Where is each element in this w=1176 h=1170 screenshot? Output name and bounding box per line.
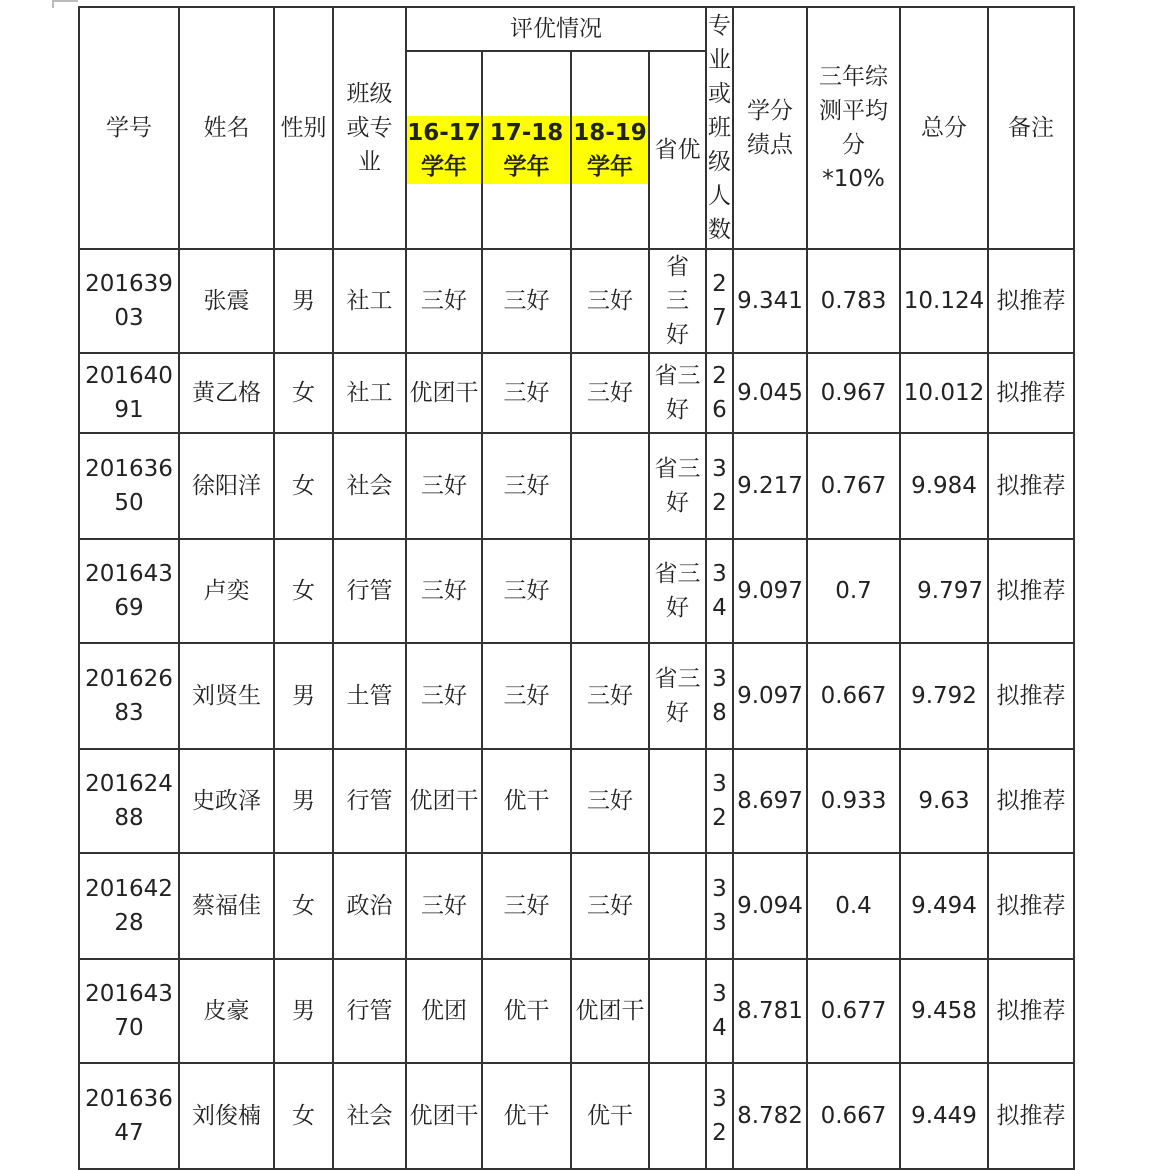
header-student-id: 学号 xyxy=(79,7,179,249)
cell-year1: 优团 xyxy=(406,959,482,1063)
header-award-group: 评优情况 xyxy=(406,7,706,51)
cell-class-size-value: 3 3 xyxy=(712,876,727,936)
cell-total: 10.012 xyxy=(900,353,988,433)
cell-remark: 拟推荐 xyxy=(988,643,1074,749)
header-remark: 备注 xyxy=(988,7,1074,249)
cell-name: 张震 xyxy=(179,249,274,353)
cell-provincial: 省三好 xyxy=(649,643,706,749)
cell-class-size xyxy=(706,643,733,749)
table-row xyxy=(79,353,1074,433)
cell-class-size-value: 2 6 xyxy=(712,363,727,423)
cell-year2: 优干 xyxy=(482,1063,571,1169)
cell-class-size xyxy=(706,433,733,539)
cell-gender: 女 xyxy=(274,353,333,433)
header-class-size-label: 专 业 或 班 级 人 数 xyxy=(708,13,731,243)
cell-class-size-value: 3 2 xyxy=(712,456,727,516)
cell-remark: 拟推荐 xyxy=(988,749,1074,853)
cell-class-size-value: 2 7 xyxy=(712,271,727,331)
cell-class-size xyxy=(706,959,733,1063)
cell-gender: 女 xyxy=(274,1063,333,1169)
cell-student-id: 20163650 xyxy=(79,433,179,539)
cell-year2: 优干 xyxy=(482,749,571,853)
cell-eval-avg: 0.667 xyxy=(807,643,900,749)
cell-class-size xyxy=(706,249,733,353)
cell-year2: 三好 xyxy=(482,539,571,643)
table-row xyxy=(79,249,1074,353)
recommendation-table xyxy=(78,6,1075,1170)
cell-year1: 三好 xyxy=(406,433,482,539)
cell-major: 社会 xyxy=(333,1063,406,1169)
cell-student-id: 20164370 xyxy=(79,959,179,1063)
cell-name: 蔡福佳 xyxy=(179,853,274,959)
cell-class-size-value: 3 2 xyxy=(712,1086,727,1146)
cell-year3: 优团干 xyxy=(571,959,649,1063)
cell-year1: 优团干 xyxy=(406,749,482,853)
header-year2-label: 17-18学年 xyxy=(483,116,570,184)
cell-name: 皮豪 xyxy=(179,959,274,1063)
cell-class-size xyxy=(706,539,733,643)
cell-gpa: 8.781 xyxy=(733,959,807,1063)
cell-year2: 三好 xyxy=(482,353,571,433)
cell-year3: 三好 xyxy=(571,643,649,749)
cell-student-id: 20164369 xyxy=(79,539,179,643)
cell-class-size xyxy=(706,1063,733,1169)
cell-major: 社会 xyxy=(333,433,406,539)
cell-year2: 三好 xyxy=(482,433,571,539)
cell-name: 刘贤生 xyxy=(179,643,274,749)
cell-total: 9.63 xyxy=(900,749,988,853)
cell-gpa: 9.045 xyxy=(733,353,807,433)
cell-class-size-value: 3 2 xyxy=(712,771,727,831)
cell-eval-avg: 0.4 xyxy=(807,853,900,959)
cell-total: 9.494 xyxy=(900,853,988,959)
cell-provincial: 省三好 xyxy=(649,353,706,433)
cell-student-id: 20162683 xyxy=(79,643,179,749)
cell-year1: 三好 xyxy=(406,643,482,749)
cell-major: 行管 xyxy=(333,539,406,643)
table-row xyxy=(79,539,1074,643)
header-provincial: 省优 xyxy=(649,51,706,249)
cell-year2: 三好 xyxy=(482,643,571,749)
cell-remark: 拟推荐 xyxy=(988,433,1074,539)
cell-major: 行管 xyxy=(333,959,406,1063)
header-row-top xyxy=(79,7,1074,51)
cell-year2: 优干 xyxy=(482,959,571,1063)
cell-year3: 优干 xyxy=(571,1063,649,1169)
cell-name: 史政泽 xyxy=(179,749,274,853)
cell-major: 政治 xyxy=(333,853,406,959)
cell-year2: 三好 xyxy=(482,249,571,353)
cell-year1: 三好 xyxy=(406,539,482,643)
cell-year1: 优团干 xyxy=(406,353,482,433)
cell-eval-avg: 0.783 xyxy=(807,249,900,353)
cell-remark: 拟推荐 xyxy=(988,1063,1074,1169)
cell-student-id: 20162488 xyxy=(79,749,179,853)
cell-eval-avg: 0.933 xyxy=(807,749,900,853)
cell-total: 10.124 xyxy=(900,249,988,353)
cell-eval-avg: 0.7 xyxy=(807,539,900,643)
table-row xyxy=(79,643,1074,749)
cell-gpa: 9.097 xyxy=(733,643,807,749)
cell-gpa: 9.097 xyxy=(733,539,807,643)
cell-total: 9.984 xyxy=(900,433,988,539)
cell-provincial: 省三好 xyxy=(649,433,706,539)
table-row xyxy=(79,1063,1074,1169)
cell-eval-avg: 0.667 xyxy=(807,1063,900,1169)
table-row xyxy=(79,433,1074,539)
header-eval-avg-label: 三年综测平均分*10% xyxy=(819,64,888,192)
cell-gender: 女 xyxy=(274,433,333,539)
cell-major: 土管 xyxy=(333,643,406,749)
cell-class-size xyxy=(706,749,733,853)
cell-major: 行管 xyxy=(333,749,406,853)
cell-provincial: 省三好 xyxy=(649,539,706,643)
cell-gender: 男 xyxy=(274,249,333,353)
cell-remark: 拟推荐 xyxy=(988,539,1074,643)
cell-remark: 拟推荐 xyxy=(988,353,1074,433)
cell-remark: 拟推荐 xyxy=(988,249,1074,353)
cell-provincial xyxy=(649,853,706,959)
cell-gpa: 9.341 xyxy=(733,249,807,353)
cell-year1: 三好 xyxy=(406,249,482,353)
cell-year1: 三好 xyxy=(406,853,482,959)
cell-gender: 男 xyxy=(274,749,333,853)
cell-provincial xyxy=(649,959,706,1063)
cell-gender: 女 xyxy=(274,539,333,643)
header-year1 xyxy=(406,51,482,249)
cell-total: 9.449 xyxy=(900,1063,988,1169)
cell-student-id: 20163903 xyxy=(79,249,179,353)
cell-total: 9.458 xyxy=(900,959,988,1063)
cell-year3: 三好 xyxy=(571,853,649,959)
cell-name: 黄乙格 xyxy=(179,353,274,433)
page-corner-mark xyxy=(52,0,78,8)
cell-gpa: 9.217 xyxy=(733,433,807,539)
cell-major: 社工 xyxy=(333,249,406,353)
header-year3-label: 18-19学年 xyxy=(572,116,648,184)
cell-provincial xyxy=(649,749,706,853)
cell-student-id: 20164228 xyxy=(79,853,179,959)
cell-class-size xyxy=(706,853,733,959)
header-class-major: 班级或专业 xyxy=(333,7,406,249)
table-row xyxy=(79,853,1074,959)
cell-name: 卢奕 xyxy=(179,539,274,643)
cell-year1: 优团干 xyxy=(406,1063,482,1169)
cell-name: 徐阳洋 xyxy=(179,433,274,539)
cell-year3: 三好 xyxy=(571,353,649,433)
cell-class-size-value: 3 8 xyxy=(712,666,727,726)
cell-provincial xyxy=(649,1063,706,1169)
cell-year2: 三好 xyxy=(482,853,571,959)
table-row xyxy=(79,749,1074,853)
cell-gender: 男 xyxy=(274,643,333,749)
cell-total: 9.797 xyxy=(900,539,988,643)
cell-eval-avg: 0.767 xyxy=(807,433,900,539)
table-body xyxy=(79,249,1074,1169)
cell-class-size-value: 3 4 xyxy=(712,981,727,1041)
cell-remark: 拟推荐 xyxy=(988,959,1074,1063)
header-year1-label: 16-17学年 xyxy=(407,116,481,184)
header-name: 姓名 xyxy=(179,7,274,249)
cell-total: 9.792 xyxy=(900,643,988,749)
header-class-size xyxy=(706,7,733,249)
cell-eval-avg: 0.677 xyxy=(807,959,900,1063)
cell-eval-avg: 0.967 xyxy=(807,353,900,433)
cell-class-size-value: 3 4 xyxy=(712,561,727,621)
cell-gpa: 8.697 xyxy=(733,749,807,853)
header-year2 xyxy=(482,51,571,249)
cell-name: 刘俊楠 xyxy=(179,1063,274,1169)
cell-year3 xyxy=(571,539,649,643)
cell-provincial: 省 三 好 xyxy=(649,249,706,353)
header-total: 总分 xyxy=(900,7,988,249)
cell-year3: 三好 xyxy=(571,749,649,853)
header-gender: 性别 xyxy=(274,7,333,249)
header-eval-avg xyxy=(807,7,900,249)
cell-major: 社工 xyxy=(333,353,406,433)
header-year3 xyxy=(571,51,649,249)
cell-student-id: 20164091 xyxy=(79,353,179,433)
cell-remark: 拟推荐 xyxy=(988,853,1074,959)
table-row xyxy=(79,959,1074,1063)
cell-gender: 女 xyxy=(274,853,333,959)
cell-gpa: 9.094 xyxy=(733,853,807,959)
header-gpa: 学分绩点 xyxy=(733,7,807,249)
cell-gender: 男 xyxy=(274,959,333,1063)
cell-year3 xyxy=(571,433,649,539)
cell-gpa: 8.782 xyxy=(733,1063,807,1169)
cell-year3: 三好 xyxy=(571,249,649,353)
cell-class-size xyxy=(706,353,733,433)
cell-student-id: 20163647 xyxy=(79,1063,179,1169)
